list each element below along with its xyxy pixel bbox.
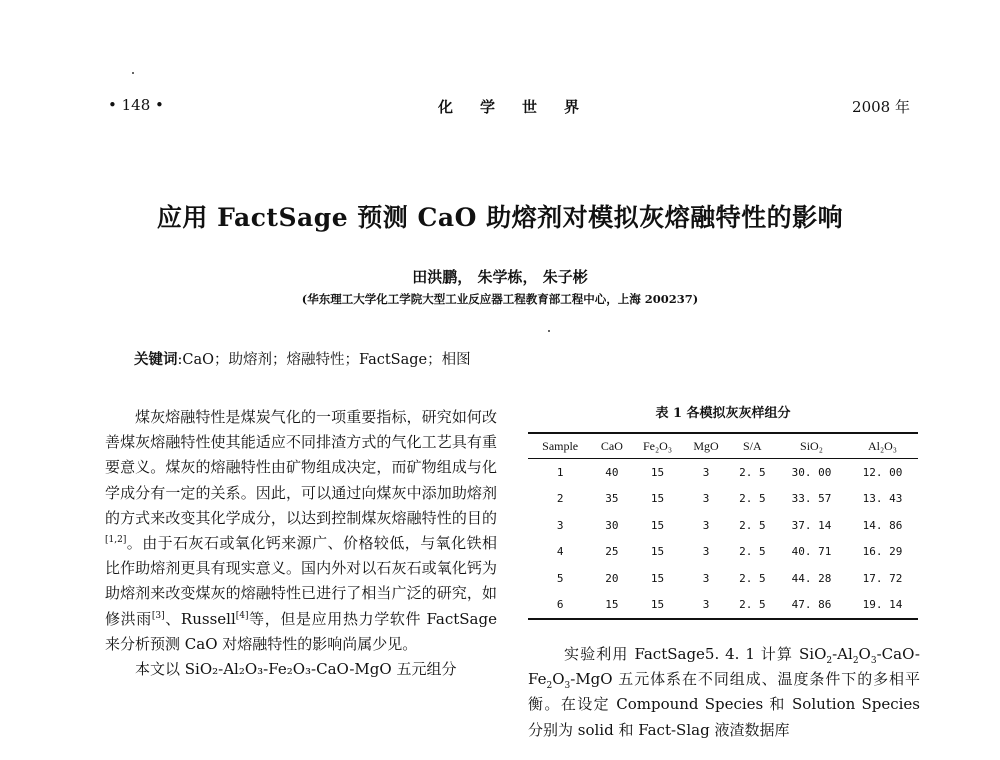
table-cell: 5 [556, 571, 564, 585]
table-cell: 30 [605, 518, 619, 532]
article-title: 应用 FactSage 预测 CaO 助熔剂对模拟灰熔融特性的影响 [156, 203, 844, 232]
table-cell: 1 [556, 465, 564, 479]
table-cell: 15 [650, 571, 665, 585]
subscript: 3 [870, 656, 877, 666]
table-cell: 3 [702, 545, 710, 559]
affiliation: (华东理工大学化工学院大型工业反应器工程教育部工程中心，上海 200237) [301, 292, 699, 306]
table-cell: 2. 5 [739, 465, 766, 479]
subscript: 3 [564, 681, 571, 692]
table-cell: 20 [605, 571, 619, 585]
text-run: O [858, 645, 871, 663]
scan-speck [132, 72, 134, 74]
table-row [528, 539, 918, 566]
text-run: 、Russell [164, 609, 236, 628]
table-cell: 2. 5 [739, 492, 766, 506]
column-header: MgO [693, 438, 719, 453]
table-cell: 3 [556, 518, 564, 532]
table-cell: 17. 72 [862, 571, 903, 585]
table-cell: 2 [556, 492, 564, 506]
text-run: O [552, 670, 565, 689]
column-header: S/A [742, 438, 762, 453]
table-body [528, 459, 918, 620]
table-cell: 47. 86 [791, 598, 832, 612]
table-cell: 30. 00 [791, 465, 832, 479]
column-header: Fe₂O₃ [642, 438, 673, 453]
table-cell: 13. 43 [862, 492, 903, 506]
subscript: 2 [826, 656, 833, 666]
table-cell: 40 [605, 465, 619, 479]
text-run: -Al [832, 645, 853, 663]
table-cell: 25 [605, 545, 619, 559]
keywords-text: :CaO；助熔剂；熔融特性；FactSage；相图 [177, 352, 471, 368]
table-cell: 4 [556, 545, 564, 559]
table-cell: 37. 14 [791, 518, 832, 532]
subscript: 2 [546, 681, 553, 692]
table-cell: 35 [605, 492, 619, 506]
table-cell: 3 [702, 518, 710, 532]
table-cell: 2. 5 [739, 598, 766, 612]
text-run: -CaO-Fe [528, 645, 920, 689]
table-cell: 2. 5 [739, 571, 766, 585]
text-run: -MgO 五元体系在不同组成、温度条件下的多相平衡。在设定 Compound Species 和 Solution Species 分别为 solid 和 Fact-Slag 液渣数据库 [528, 670, 920, 739]
citation: [3] [151, 610, 165, 621]
paragraph-experiment [528, 642, 920, 743]
table-cell: 19. 14 [862, 598, 903, 612]
scan-speck [548, 330, 550, 332]
publication-year: 2008 年 [852, 98, 910, 116]
left-column [105, 405, 497, 682]
paragraph-method-start: 本文以 SiO₂-Al₂O₃-Fe₂O₃-CaO-MgO 五元组分 [135, 660, 457, 679]
keywords [134, 348, 471, 369]
composition-table [528, 432, 918, 620]
column-header: CaO [600, 438, 623, 453]
table-row [528, 459, 918, 486]
paragraph-intro [105, 405, 497, 657]
table-cell: 16. 29 [862, 545, 903, 559]
table-cell: 3 [702, 598, 710, 612]
table-cell: 14. 86 [862, 518, 903, 532]
column-header: Sample [542, 438, 579, 453]
table-cell: 3 [702, 571, 710, 585]
text-run: 等，但是应用热力学软件 FactSage 来分析预测 CaO 对熔融特性的影响尚属少见。 [105, 609, 497, 653]
table-cell: 15 [650, 598, 665, 612]
table-cell: 33. 57 [791, 492, 832, 506]
table-cell: 12. 00 [862, 465, 903, 479]
text-run: 实验利用 FactSage5. 4. 1 计算 SiO [564, 645, 827, 663]
column-header: SiO₂ [800, 438, 823, 453]
journal-name: 化学世界 [438, 98, 607, 116]
table-cell: 40. 71 [791, 545, 832, 559]
table-cell: 15 [650, 545, 665, 559]
subscript: 2 [852, 656, 859, 666]
table-cell: 15 [650, 518, 665, 532]
table-cell: 15 [605, 598, 619, 612]
page-number: • 148 • [108, 96, 164, 114]
authors: 田洪鹏， 朱学栋， 朱子彬 [412, 268, 588, 286]
table-cell: 44. 28 [791, 571, 832, 585]
table-cell: 2. 5 [739, 518, 766, 532]
keywords-label: 关键词 [134, 351, 178, 368]
table-cell: 3 [702, 492, 710, 506]
table-row [528, 486, 918, 513]
column-header: Al₂O₃ [867, 438, 897, 453]
text-run: 煤灰熔融特性是煤炭气化的一项重要指标，研究如何改善煤灰熔融特性使其能适应不同排渣方式的气化工艺具有重要意义。煤灰的熔融特性由矿物组成决定，而矿物组成与化学成分有一定的关系。因此，可以通过向煤灰中添加助熔剂的方式来改变其化学成分，以达到控制煤灰熔融特性的目的 [105, 408, 497, 527]
table-row [528, 512, 918, 539]
right-column [528, 642, 920, 743]
table-row [528, 592, 918, 620]
text-run: 。由于石灰石或氧化钙来源广、价格较低，与氧化铁相比作助熔剂更具有现实意义。国内外对以石灰石或氧化钙为助熔剂来改变煤灰的熔融特性已进行了相当广泛的研究，如修洪雨 [105, 534, 497, 628]
table-cell: 15 [650, 492, 665, 506]
table-row [528, 565, 918, 592]
citation: [1,2] [105, 535, 127, 546]
table-caption: 表 1 各模拟灰灰样组分 [655, 406, 791, 421]
citation: [4] [235, 610, 249, 621]
table-cell: 6 [556, 598, 564, 612]
table-cell: 15 [650, 465, 665, 479]
table-header-row [528, 433, 918, 459]
table-cell: 3 [702, 465, 710, 479]
table-cell: 2. 5 [739, 545, 766, 559]
